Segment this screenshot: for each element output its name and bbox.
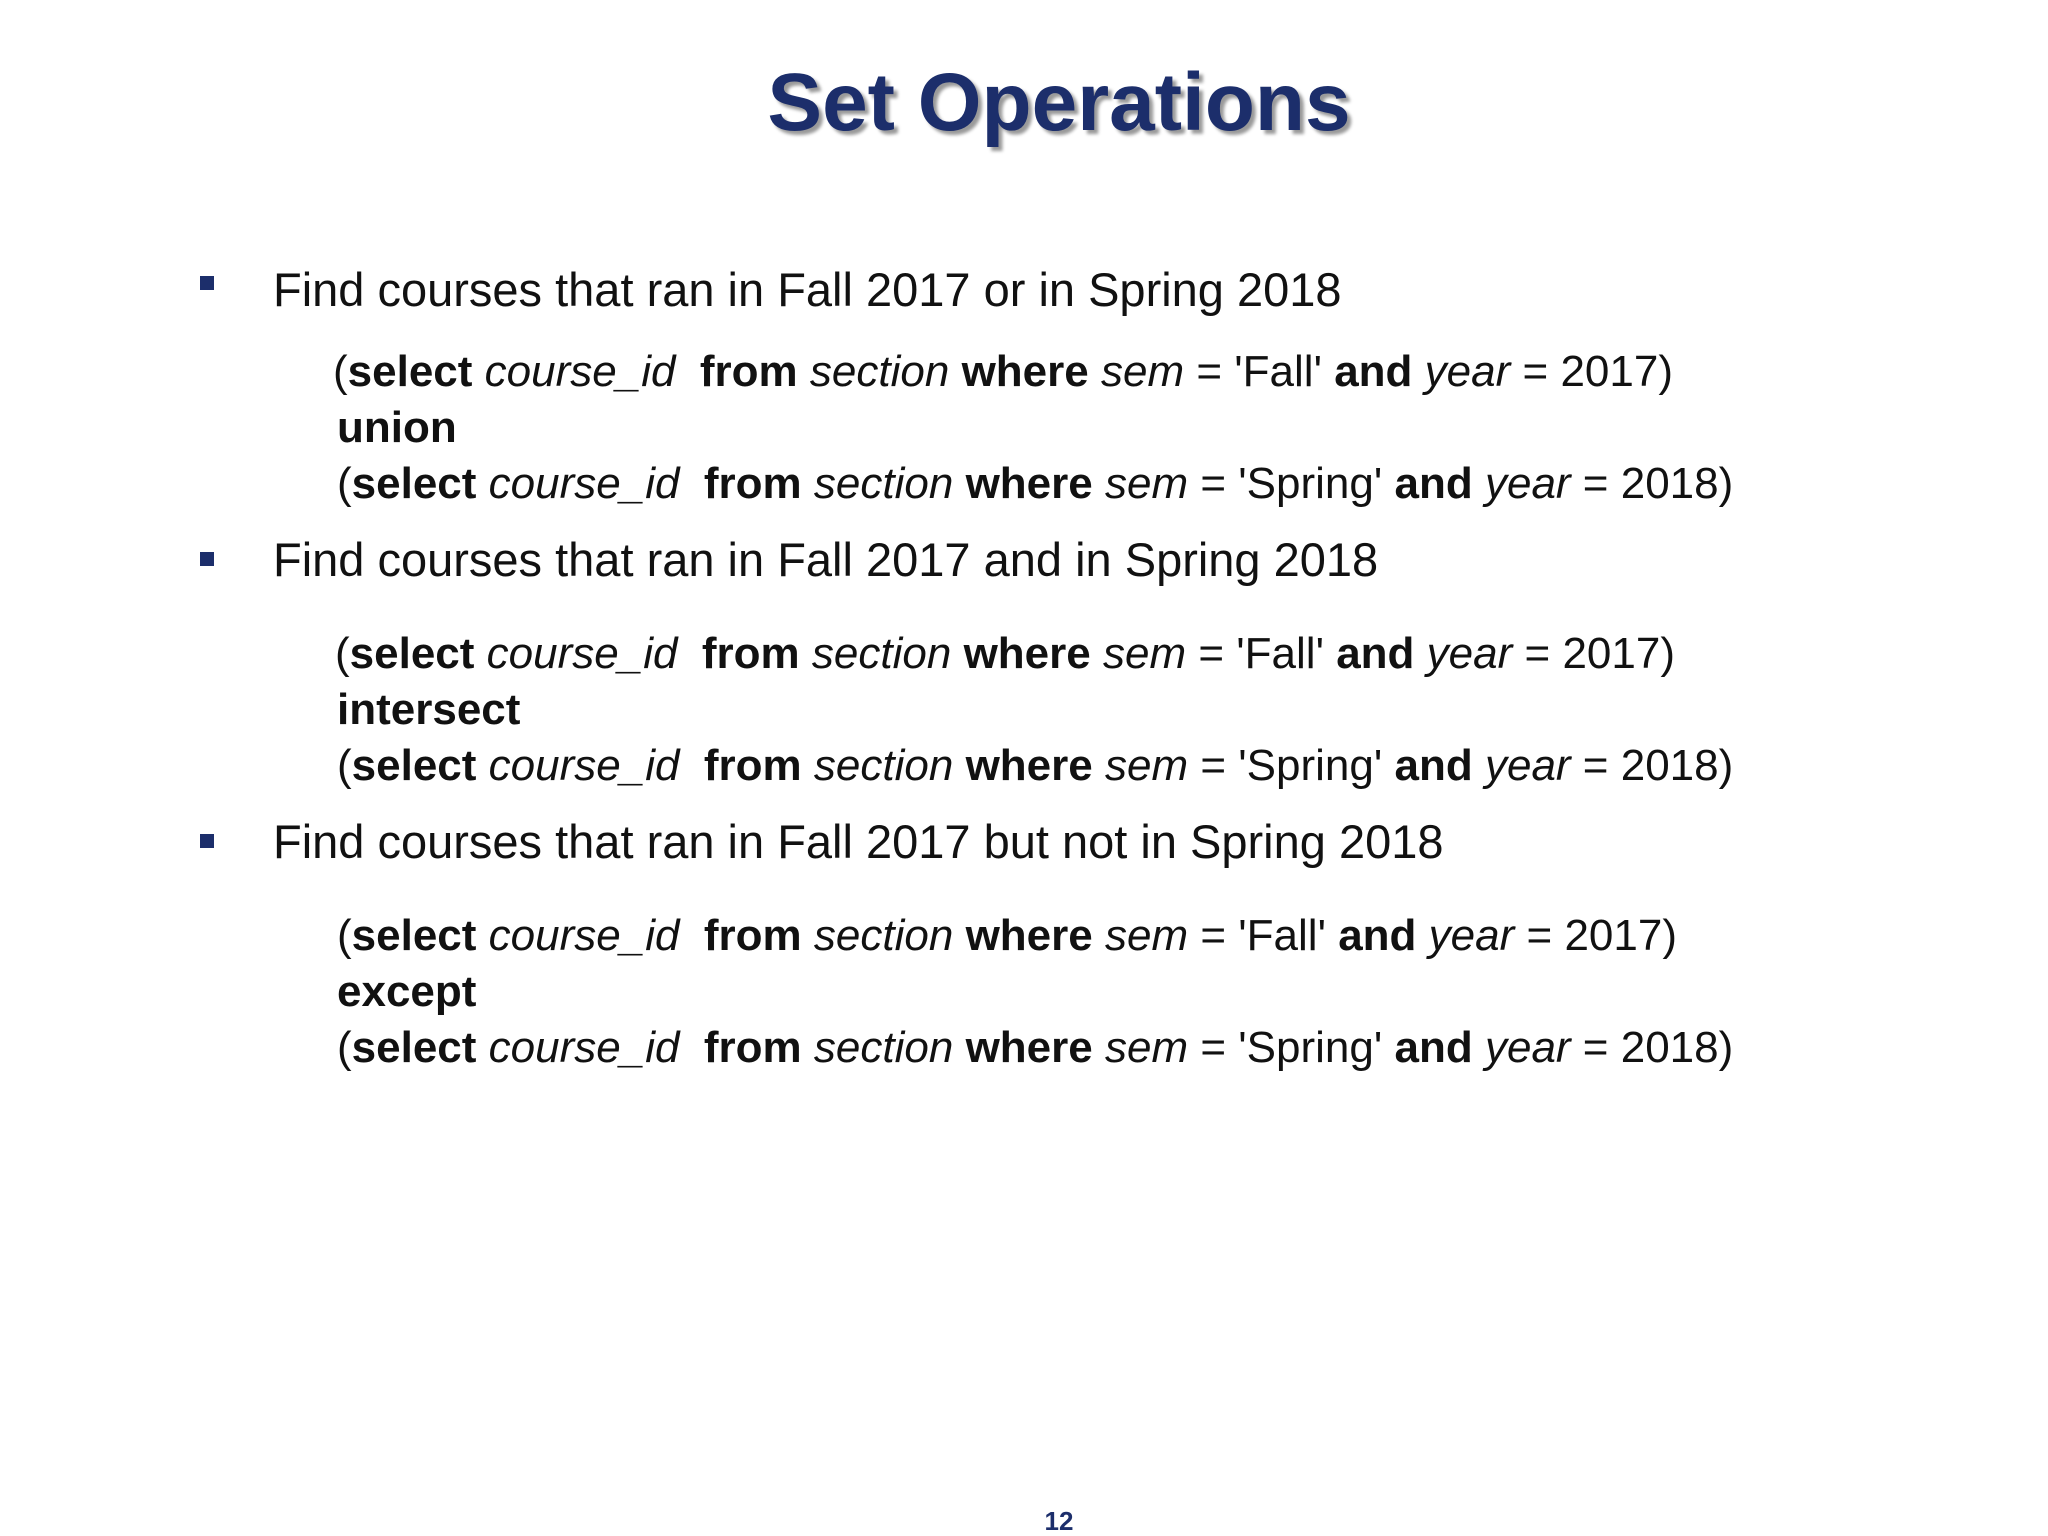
bullet-text: Find courses that ran in Fall 2017 and in Spring 2018 [273, 533, 1379, 586]
square-bullet-icon [200, 552, 214, 566]
set-operator: union [337, 403, 457, 452]
sql-query-line: (select course_id from section where sem = 'Spring' and year = 2018) [337, 741, 1734, 790]
square-bullet-icon [200, 834, 214, 848]
page-number: 12 [1044, 1506, 1074, 1536]
sql-query-line: (select course_id from section where sem = 'Fall' and year = 2017) [335, 629, 1675, 678]
bullet-text: Find courses that ran in Fall 2017 or in Spring 2018 [273, 263, 1342, 316]
sql-query-line: (select course_id from section where sem = 'Spring' and year = 2018) [337, 1023, 1734, 1072]
sql-query-line: (select course_id from section where sem = 'Spring' and year = 2018) [337, 459, 1734, 508]
set-operator: intersect [337, 685, 521, 734]
sql-query-line: (select course_id from section where sem = 'Fall' and year = 2017) [333, 347, 1673, 396]
sql-query-line: (select course_id from section where sem = 'Fall' and year = 2017) [337, 911, 1677, 960]
bullet-text: Find courses that ran in Fall 2017 but not in Spring 2018 [273, 815, 1444, 868]
set-operator: except [337, 967, 477, 1016]
square-bullet-icon [200, 276, 214, 290]
slide-title: Set Operations [767, 57, 1351, 148]
